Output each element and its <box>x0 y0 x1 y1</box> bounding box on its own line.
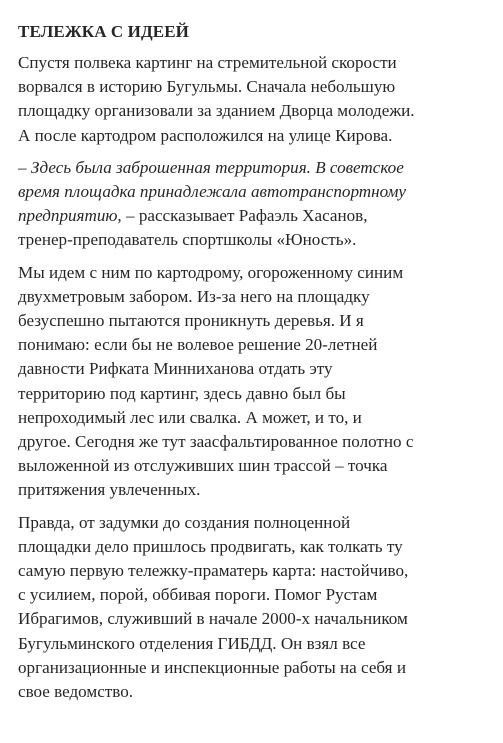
text-line: площадки дело пришлось продвигать, как толкать ту <box>18 536 403 556</box>
paragraph-quote <box>18 156 488 253</box>
quote-attribution-line <box>18 204 488 228</box>
quote-line: время площадка принадлежала автотранспортному <box>18 182 406 202</box>
text-line: А после картодром расположился на улице Кирова. <box>18 125 393 145</box>
quote-line: – Здесь была заброшенная территория. В советское <box>18 157 404 177</box>
text-line: свое ведомство. <box>18 682 134 702</box>
text-line: безуспешно пытаются проникнуть деревья. И я <box>18 311 364 331</box>
text-line: давности Рифката Минниханова отдать эту <box>18 359 333 379</box>
text-line: двухметровым забором. Из-за него на площадку <box>18 286 370 306</box>
quote-end: предприятию, <box>18 206 122 226</box>
text-line: понимаю: если бы не волевое решение 20-летней <box>18 335 378 355</box>
text-line: притяжения увлеченных. <box>18 480 201 500</box>
text-line: с усилием, порой, оббивая пороги. Помог Рустам <box>18 585 378 605</box>
text-line: Мы идем с ним по картодрому, огороженному синим <box>18 262 404 282</box>
article-headline: ТЕЛЕЖКА С ИДЕЕЙ <box>18 22 189 41</box>
text-line: площадку организовали за зданием Дворца молодежи. <box>18 101 415 121</box>
text-line: ворвался в историю Бугульмы. Сначала небольшую <box>18 77 396 97</box>
text-line: непроходимый лес или свалка. А может, и то, и <box>18 407 362 427</box>
text-line: организационные и инспекционные работы на себя и <box>18 657 406 677</box>
text-line: выложенной из отслуживших шин трассой – точка <box>18 456 388 476</box>
text-line: самую первую тележку-праматерь карта: настойчиво, <box>18 561 409 581</box>
text-line: Ибрагимов, служивший в начале 2000-х начальником <box>18 609 408 629</box>
paragraph-intro <box>18 51 488 148</box>
attribution-text: – рассказывает Рафаэль Хасанов, <box>121 206 368 226</box>
paragraph-kartodrom <box>18 261 488 503</box>
text-line: другое. Сегодня же тут заасфальтированное полотно с <box>18 432 414 452</box>
paragraph-history <box>18 511 488 705</box>
text-line: тренер-преподаватель спортшколы «Юность». <box>18 230 357 250</box>
text-line: Бугульминского отделения ГИБДД. Он взял все <box>18 633 366 653</box>
text-line: Правда, от задумки до создания полноценной <box>18 512 351 532</box>
text-line: территорию под картинг, здесь давно был бы <box>18 383 346 403</box>
text-line: Спустя полвека картинг на стремительной скорости <box>18 53 397 72</box>
